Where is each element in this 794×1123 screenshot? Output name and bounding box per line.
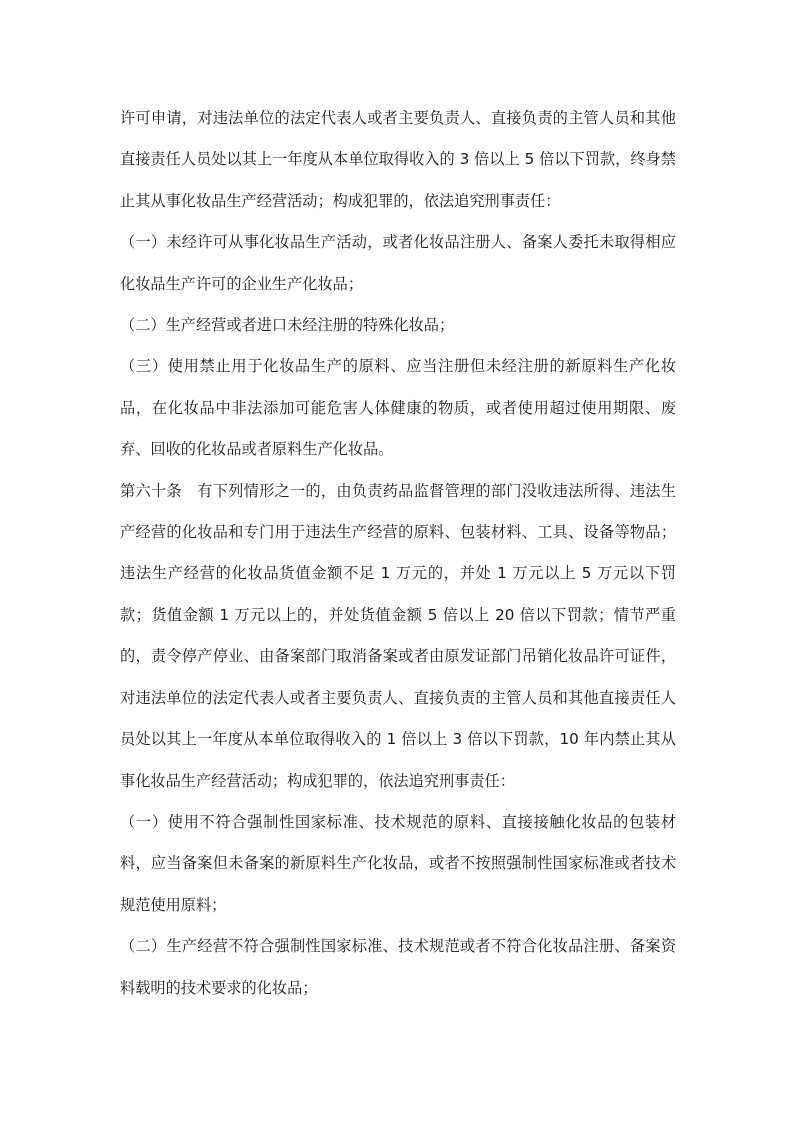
- paragraph-continuation: 许可申请，对违法单位的法定代表人或者主要负责人、直接负责的主管人员和其他直接责任人员处以其上一年度从本单位取得收入的 3 倍以上 5 倍以下罚款，终身禁止其从事化妆品生产经营活动；构成犯罪的，依法追究刑事责任：: [120, 109, 676, 210]
- article-60: 第六十条 有下列情形之一的，由负责药品监督管理的部门没收违法所得、违法生产经营的化妆品和专门用于违法生产经营的原料、包装材料、工具、设备等物品；违法生产经营的化妆品货值金额不足 1 万元的，并处 1 万元以上 5 万元以下罚款；货值金额 1 万元以上的，并处货值金额 5 倍以上 20 倍以下罚款；情节严重的，责令停产停业、由备案部门取消备案或者由原发证部门吊销化妆品许可证件，对违法单位的法定代表人或者主要负责人、直接负责的主管人员和其他直接责任人员处以其上一年度从本单位取得收入的 1 倍以上 3 倍以下罚款，10 年内禁止其从事化妆品生产经营活动；构成犯罪的，依法追究刑事责任：: [120, 481, 676, 790]
- article-60-item-2: （二）生产经营不符合强制性国家标准、技术规范或者不符合化妆品注册、备案资料载明的技术要求的化妆品；: [120, 937, 676, 997]
- list-item-3: （三）使用禁止用于化妆品生产的原料、应当注册但未经注册的新原料生产化妆品，在化妆品中非法添加可能危害人体健康的物质，或者使用超过使用期限、废弃、回收的化妆品或者原料生产化妆品。: [120, 357, 676, 459]
- article-60-item-1: （一）使用不符合强制性国家标准、技术规范的原料、直接接触化妆品的包装材料，应当备案但未备案的新原料生产化妆品，或者不按照强制性国家标准或者技术规范使用原料；: [120, 812, 676, 914]
- document-body: [120, 98, 676, 1009]
- list-item-1: （一）未经许可从事化妆品生产活动，或者化妆品注册人、备案人委托未取得相应化妆品生产许可的企业生产化妆品；: [120, 233, 676, 293]
- list-item-2: （二）生产经营或者进口未经注册的特殊化妆品；: [120, 316, 455, 335]
